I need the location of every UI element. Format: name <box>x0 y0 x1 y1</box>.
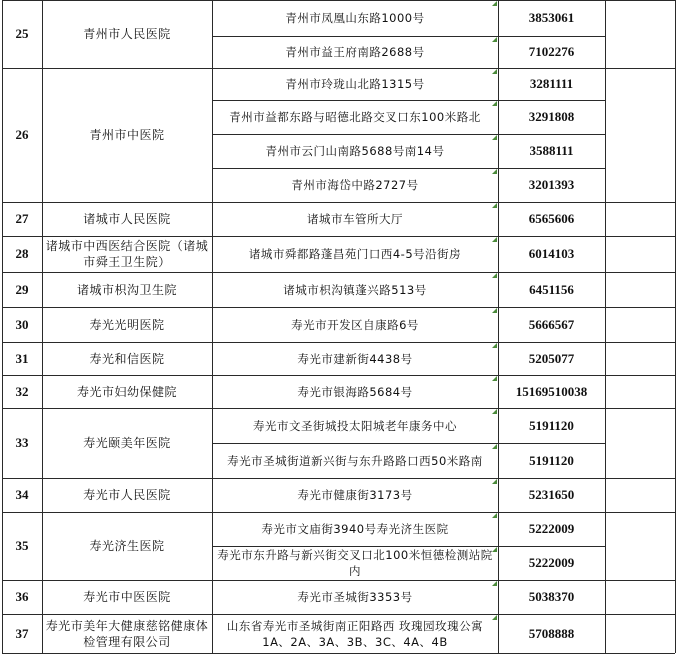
comment-marker-icon <box>492 169 497 174</box>
comment-marker-icon <box>492 273 497 278</box>
comment-marker-icon <box>492 376 497 381</box>
site-address: 寿光市建新街4438号 <box>297 351 413 366</box>
phone-number: 3853061 <box>528 10 575 25</box>
row-number: 34 <box>15 487 29 502</box>
row-number: 27 <box>15 211 29 226</box>
phone-number: 5231650 <box>528 487 575 502</box>
hospital-name: 青州市中医院 <box>89 128 165 142</box>
phone-number: 5222009 <box>528 521 575 536</box>
grid-line <box>2 653 675 654</box>
site-address: 青州市云门山南路5688号南14号 <box>265 144 445 158</box>
hospital-name: 诸城市人民医院 <box>83 212 171 226</box>
grid-line <box>2 0 3 653</box>
hospital-name: 寿光市美年大健康慈铭健康体检管理有限公司 <box>45 618 209 649</box>
site-address: 诸城市舜都路蓬昌苑门口西4-5号沿街房 <box>248 247 462 261</box>
comment-marker-icon <box>492 343 497 348</box>
hospital-name: 诸城市中西医结合医院（诸城市舜王卫生院） <box>45 239 209 269</box>
hospital-name: 寿光颐美年医院 <box>83 436 171 450</box>
site-address: 寿光市圣城街3353号 <box>297 590 413 604</box>
comment-marker-icon <box>492 581 497 586</box>
row-number: 31 <box>15 350 29 366</box>
grid-line <box>498 0 499 653</box>
hospital-name: 寿光济生医院 <box>89 539 165 553</box>
site-address: 寿光市文庙街3940号寿光济生医院 <box>261 522 449 536</box>
site-address: 青州市益都东路与昭德北路交叉口东100米路北 <box>229 110 481 124</box>
comment-marker-icon <box>492 444 497 449</box>
comment-marker-icon <box>492 615 497 620</box>
site-address: 青州市海岱中路2727号 <box>291 178 419 192</box>
hospital-name: 青州市人民医院 <box>83 27 171 41</box>
hospital-name: 诸城市枳沟卫生院 <box>76 282 177 297</box>
site-address: 寿光市文圣街城投太阳城老年康务中心 <box>253 418 457 433</box>
comment-marker-icon <box>492 409 497 414</box>
phone-number: 5191120 <box>529 417 574 433</box>
phone-number: 3281111 <box>529 76 574 91</box>
comment-marker-icon <box>492 308 497 313</box>
site-address: 诸城市车管所大厅 <box>307 212 403 226</box>
row-number: 35 <box>15 538 29 553</box>
phone-number: 5666567 <box>528 316 575 332</box>
phone-number: 5038370 <box>528 589 575 604</box>
site-address: 寿光市圣城街道新兴街与东升路路口西50米路南 <box>227 453 483 468</box>
row-number: 25 <box>15 26 29 41</box>
site-address: 寿光市健康街3173号 <box>297 488 413 502</box>
site-address: 山东省寿光市圣城街南正阳路西 玫瑰园玫瑰公寓1A、2A、3A、3B、3C、4A、4B <box>226 618 484 649</box>
hospital-name: 寿光市中医医院 <box>83 590 171 604</box>
phone-number: 6565606 <box>528 211 575 226</box>
phone-number: 5708888 <box>528 625 575 641</box>
phone-number: 5205077 <box>528 350 575 366</box>
hospital-name: 寿光光明医院 <box>89 317 165 332</box>
comment-marker-icon <box>492 135 497 140</box>
site-address: 寿光市开发区自康路6号 <box>291 317 419 332</box>
row-number: 32 <box>15 383 29 399</box>
grid-line <box>42 0 43 653</box>
phone-number: 6014103 <box>528 246 575 261</box>
row-number: 26 <box>15 127 29 142</box>
site-address: 青州市凤凰山东路1000号 <box>285 11 425 25</box>
comment-marker-icon <box>492 101 497 106</box>
grid-line <box>605 0 606 653</box>
row-number: 28 <box>15 246 29 261</box>
hospital-name: 寿光市人民医院 <box>83 488 171 502</box>
row-number: 29 <box>15 281 29 297</box>
site-address: 青州市益王府南路2688号 <box>285 45 425 59</box>
hospital-name: 寿光和信医院 <box>89 351 165 366</box>
grid-line <box>675 0 676 653</box>
comment-marker-icon <box>492 479 497 484</box>
comment-marker-icon <box>492 1 497 6</box>
phone-number: 3201393 <box>528 177 575 192</box>
comment-marker-icon <box>492 237 497 242</box>
hospital-name: 寿光市妇幼保健院 <box>76 384 177 399</box>
site-address: 诸城市枳沟镇蓬兴路513号 <box>283 282 427 297</box>
row-number: 36 <box>15 589 29 604</box>
phone-number: 5222009 <box>528 555 575 570</box>
site-address: 青州市玲珑山北路1315号 <box>285 77 425 91</box>
comment-marker-icon <box>492 203 497 208</box>
phone-number: 5191120 <box>529 452 574 468</box>
grid-line <box>212 0 213 653</box>
row-number: 37 <box>15 625 29 641</box>
comment-marker-icon <box>492 513 497 518</box>
site-address: 寿光市银海路5684号 <box>297 384 413 399</box>
phone-number: 3291808 <box>528 109 575 124</box>
comment-marker-icon <box>492 37 497 42</box>
row-number: 30 <box>15 316 29 332</box>
comment-marker-icon <box>492 69 497 74</box>
phone-number: 7102276 <box>528 44 575 59</box>
phone-number: 15169510038 <box>515 383 588 399</box>
phone-number: 6451156 <box>529 281 574 297</box>
comment-marker-icon <box>492 547 497 552</box>
site-address: 寿光市东升路与新兴街交叉口北100米恒德检测站院内 <box>217 548 493 578</box>
row-number: 33 <box>15 435 29 450</box>
phone-number: 3588111 <box>529 143 574 158</box>
